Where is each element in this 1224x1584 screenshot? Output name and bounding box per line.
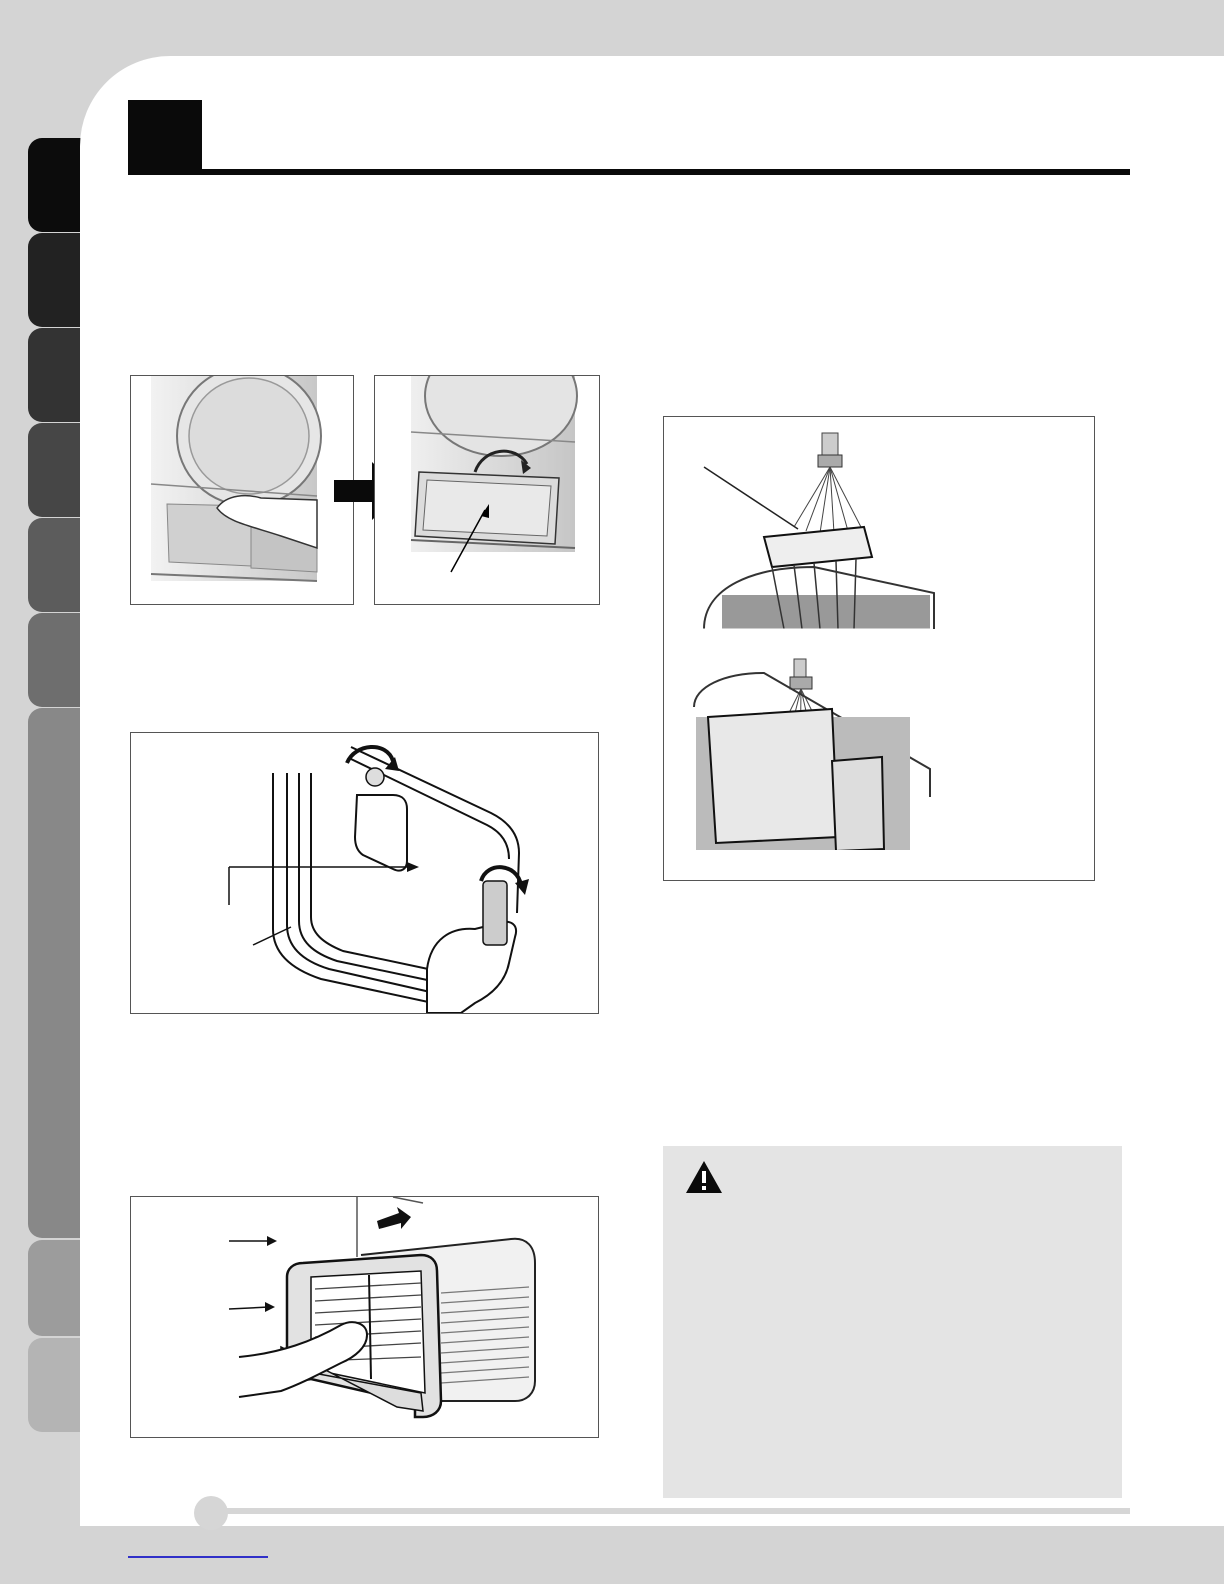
section-number-block (128, 100, 202, 172)
side-tab-2[interactable] (28, 233, 84, 327)
side-tab-3[interactable] (28, 328, 84, 422)
side-tab-1[interactable] (28, 138, 84, 232)
side-tab-4[interactable] (28, 423, 84, 517)
side-tab-5[interactable] (28, 518, 84, 612)
figure-unlock-filter (130, 732, 599, 1014)
figure-open-cover (130, 375, 354, 605)
figure-rinse-filter (663, 416, 1095, 881)
side-tab-6[interactable] (28, 613, 84, 707)
side-tab-8[interactable] (28, 1240, 84, 1336)
footer-rule (200, 1508, 1130, 1514)
side-tab-9[interactable] (28, 1338, 84, 1432)
figure-remove-condenser (130, 1196, 599, 1438)
caution-box (663, 1146, 1122, 1498)
footer-link[interactable] (128, 1556, 268, 1558)
figure-cover-opened (374, 375, 600, 605)
warning-triangle-icon (685, 1160, 723, 1199)
side-tab-7[interactable] (28, 708, 84, 1238)
page-number-badge (194, 1496, 228, 1530)
section-header-rule (128, 169, 1130, 175)
